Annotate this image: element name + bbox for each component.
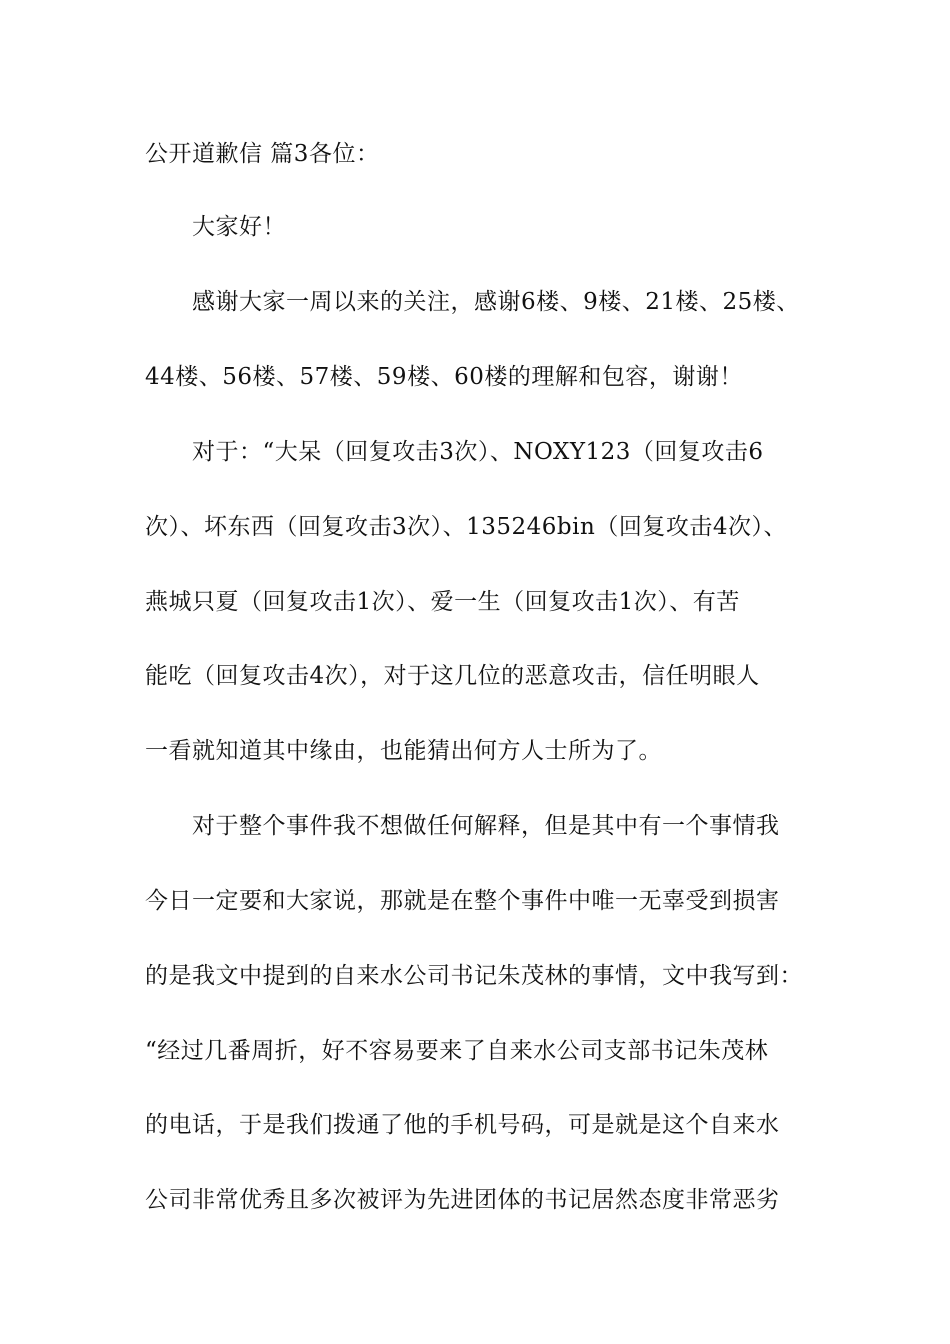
paragraph-line: 的电话，于是我们拨通了他的手机号码，可是就是这个自来水	[145, 1112, 780, 1138]
paragraph-line: 燕城只夏（回复攻击1次）、爱一生（回复攻击1次）、有苦	[145, 589, 740, 615]
paragraph-line: 公司非常优秀且多次被评为先进团体的书记居然态度非常恶劣	[145, 1187, 780, 1213]
paragraph-line: 的是我文中提到的自来水公司书记朱茂林的事情，文中我写到：	[145, 963, 803, 989]
paragraph-line: “经过几番周折，好不容易要来了自来水公司支部书记朱茂林	[145, 1038, 769, 1064]
document-title: 公开道歉信 篇3各位：	[145, 141, 380, 167]
greeting-line: 大家好！	[192, 214, 286, 240]
paragraph-line: 对于：“大呆（回复攻击3次）、NOXY123（回复攻击6	[192, 439, 764, 465]
paragraph-line: 能吃（回复攻击4次），对于这几位的恶意攻击，信任明眼人	[145, 663, 760, 689]
paragraph-line: 今日一定要和大家说，那就是在整个事件中唯一无辜受到损害	[145, 888, 780, 914]
paragraph-line: 一看就知道其中缘由，也能猜出何方人士所为了。	[145, 738, 662, 764]
paragraph-line: 对于整个事件我不想做任何解释，但是其中有一个事情我	[192, 813, 780, 839]
paragraph-line: 次）、坏东西（回复攻击3次）、135246bin（回复攻击4次）、	[145, 514, 787, 540]
paragraph-line: 感谢大家一周以来的关注，感谢6楼、9楼、21楼、25楼、	[192, 289, 800, 315]
paragraph-line: 44楼、56楼、57楼、59楼、60楼的理解和包容，谢谢！	[145, 364, 743, 390]
